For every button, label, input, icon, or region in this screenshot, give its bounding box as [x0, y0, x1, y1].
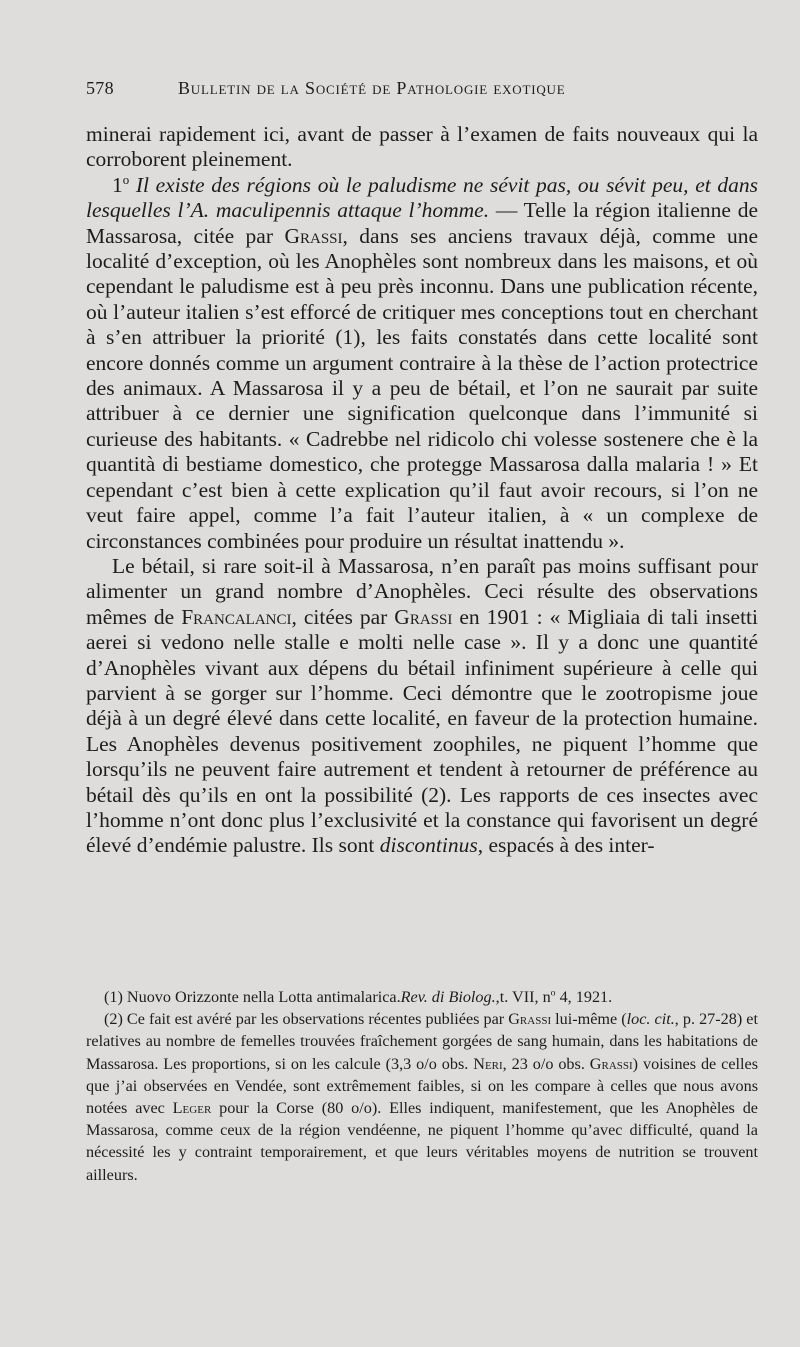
paragraph-3-text-b: , citées par	[291, 604, 395, 629]
section-number-superscript: o	[122, 172, 130, 187]
journal-title: Rev. di Biolog.	[400, 988, 496, 1006]
footnotes	[86, 986, 758, 1186]
footnote-2-text-b: lui-même (	[551, 1010, 627, 1029]
body-text	[86, 122, 758, 859]
footnote-2	[86, 1008, 758, 1186]
author-name: Grassi	[284, 223, 343, 248]
paragraph-2	[86, 173, 758, 554]
paragraph-3-text-d: , espacés à des inter-	[477, 833, 655, 858]
emphasis: discontinus	[379, 833, 478, 858]
paragraph-3	[86, 554, 758, 859]
paragraph-1-text: minerai rapidement ici, avant de passer à l’examen de faits nouveaux qui la corroborent pleinement.	[86, 122, 758, 172]
footnote-1-text-c: 4, 1921.	[555, 988, 613, 1006]
section-title: Il existe des régions où le paludisme ne sévit pas, ou sévit peu, et dans lesquelles l’A. maculipennis attaque l’homme.	[86, 172, 758, 223]
footnote-2-text-f: pour la Corse (80 o/o). Elles indiquent, manifestement, que les Anophèles de Massarosa, comme ceux de la région vendéenne, ne piquent l’homme qu’avec difficulté, quand la nécessité les y contraint temporairement, et que leurs véritables moyens de nutrition se trouvent ailleurs.	[86, 1099, 758, 1184]
author-name: Neri	[473, 1054, 503, 1073]
author-name: Francalanci	[181, 604, 292, 629]
paragraph-1	[86, 122, 758, 173]
footnote-1-text-b: ,t. VII, n	[495, 988, 551, 1006]
author-name: Grassi	[394, 604, 453, 629]
footnote-1-superscript: o	[550, 987, 556, 999]
author-name: Leger	[172, 1099, 212, 1118]
footnote-2-text-d: , 23 o/o obs.	[502, 1054, 590, 1073]
paragraph-2-text-b: , dans ses anciens travaux déjà, comme une localité d’exception, où les Anophèles sont nombreux dans les maisons, et où cependant le paludisme est à peu près inconnu. Dans une publication récente, où l’auteur italien s’est efforcé de critiquer mes conceptions tout en cherchant à s’en attribuer la priorité (1), les faits constatés dans cette localité sont encore donnés comme un argument contraire à la thèse de l’action protectrice des animaux. A Massarosa il y a peu de bétail, et l’on ne saurait par suite attribuer à ce dernier une signification quelconque dans l’immunité si curieuse des habitants. « Cadrebbe nel ridicolo chi volesse sostenere che è la quantità di bestiame domestico, che protegge Massarosa dalla malaria ! » Et cependant c’est bien à cette explication qu’il faut avoir recours, si l’on ne veut faire appel, comme l’a fait l’auteur italien, à « un complexe de circonstances combinées pour produire un résultat inattendu ».	[86, 223, 758, 553]
footnote-1-text-a: (1) Nuovo Orizzonte nella Lotta antimalarica.	[104, 988, 401, 1006]
page-number: 578	[86, 78, 114, 98]
footnote-1	[86, 986, 758, 1008]
footnote-2-text-a: (2) Ce fait est avéré par les observations récentes publiées par	[104, 1010, 509, 1029]
footnote-2-text-e: ) voisines de celles que j’ai observées en Vendée, sont extrêmement faibles, si on les compare à celles que nous avons notées avec	[86, 1054, 758, 1118]
author-name: Grassi	[589, 1054, 633, 1073]
paragraph-2-text-a: — Telle la région italienne de Massarosa, citée par	[86, 198, 758, 248]
author-name: Grassi	[508, 1010, 552, 1029]
paragraph-3-text-a: Le bétail, si rare soit-il à Massarosa, n’en paraît pas moins suffisant pour alimenter un grand nombre d’Anophèles. Ceci résulte des observations mêmes de	[86, 553, 758, 629]
running-title: Bulletin de la Société de Pathologie exotique	[178, 78, 566, 98]
citation-abbrev: loc. cit.	[626, 1010, 675, 1029]
page-header	[86, 78, 736, 99]
paragraph-3-text-c: en 1901 : « Migliaia di tali insetti aerei si vedono nelle stalle e molti nelle case ». Il y a donc une quantité d’Anophèles vivant aux dépens du bétail infiniment supérieure à celle qui parvient à se gorger sur l’homme. Ceci démontre que le zootropisme joue déjà à un degré élevé dans cette localité, en faveur de la protection humaine. Les Anophèles devenus positivement zoophiles, ne piquent l’homme que lorsqu’ils ne peuvent faire autrement et tendent à retourner de préférence au bétail dès qu’ils en ont la possibilité (2). Les rapports de ces insectes avec l’homme n’ont donc plus l’exclusivité et la constance qui favorisent un degré élevé d’endémie palustre. Ils sont	[86, 604, 758, 858]
footnote-2-text-c: , p. 27-28) et relatives au nombre de femelles trouvées fraîchement gorgées de sang humain, dans les habitations de Massarosa. Les proportions, si on les calcule (3,3 o/o obs.	[86, 1010, 758, 1073]
section-number: 1	[112, 172, 123, 197]
